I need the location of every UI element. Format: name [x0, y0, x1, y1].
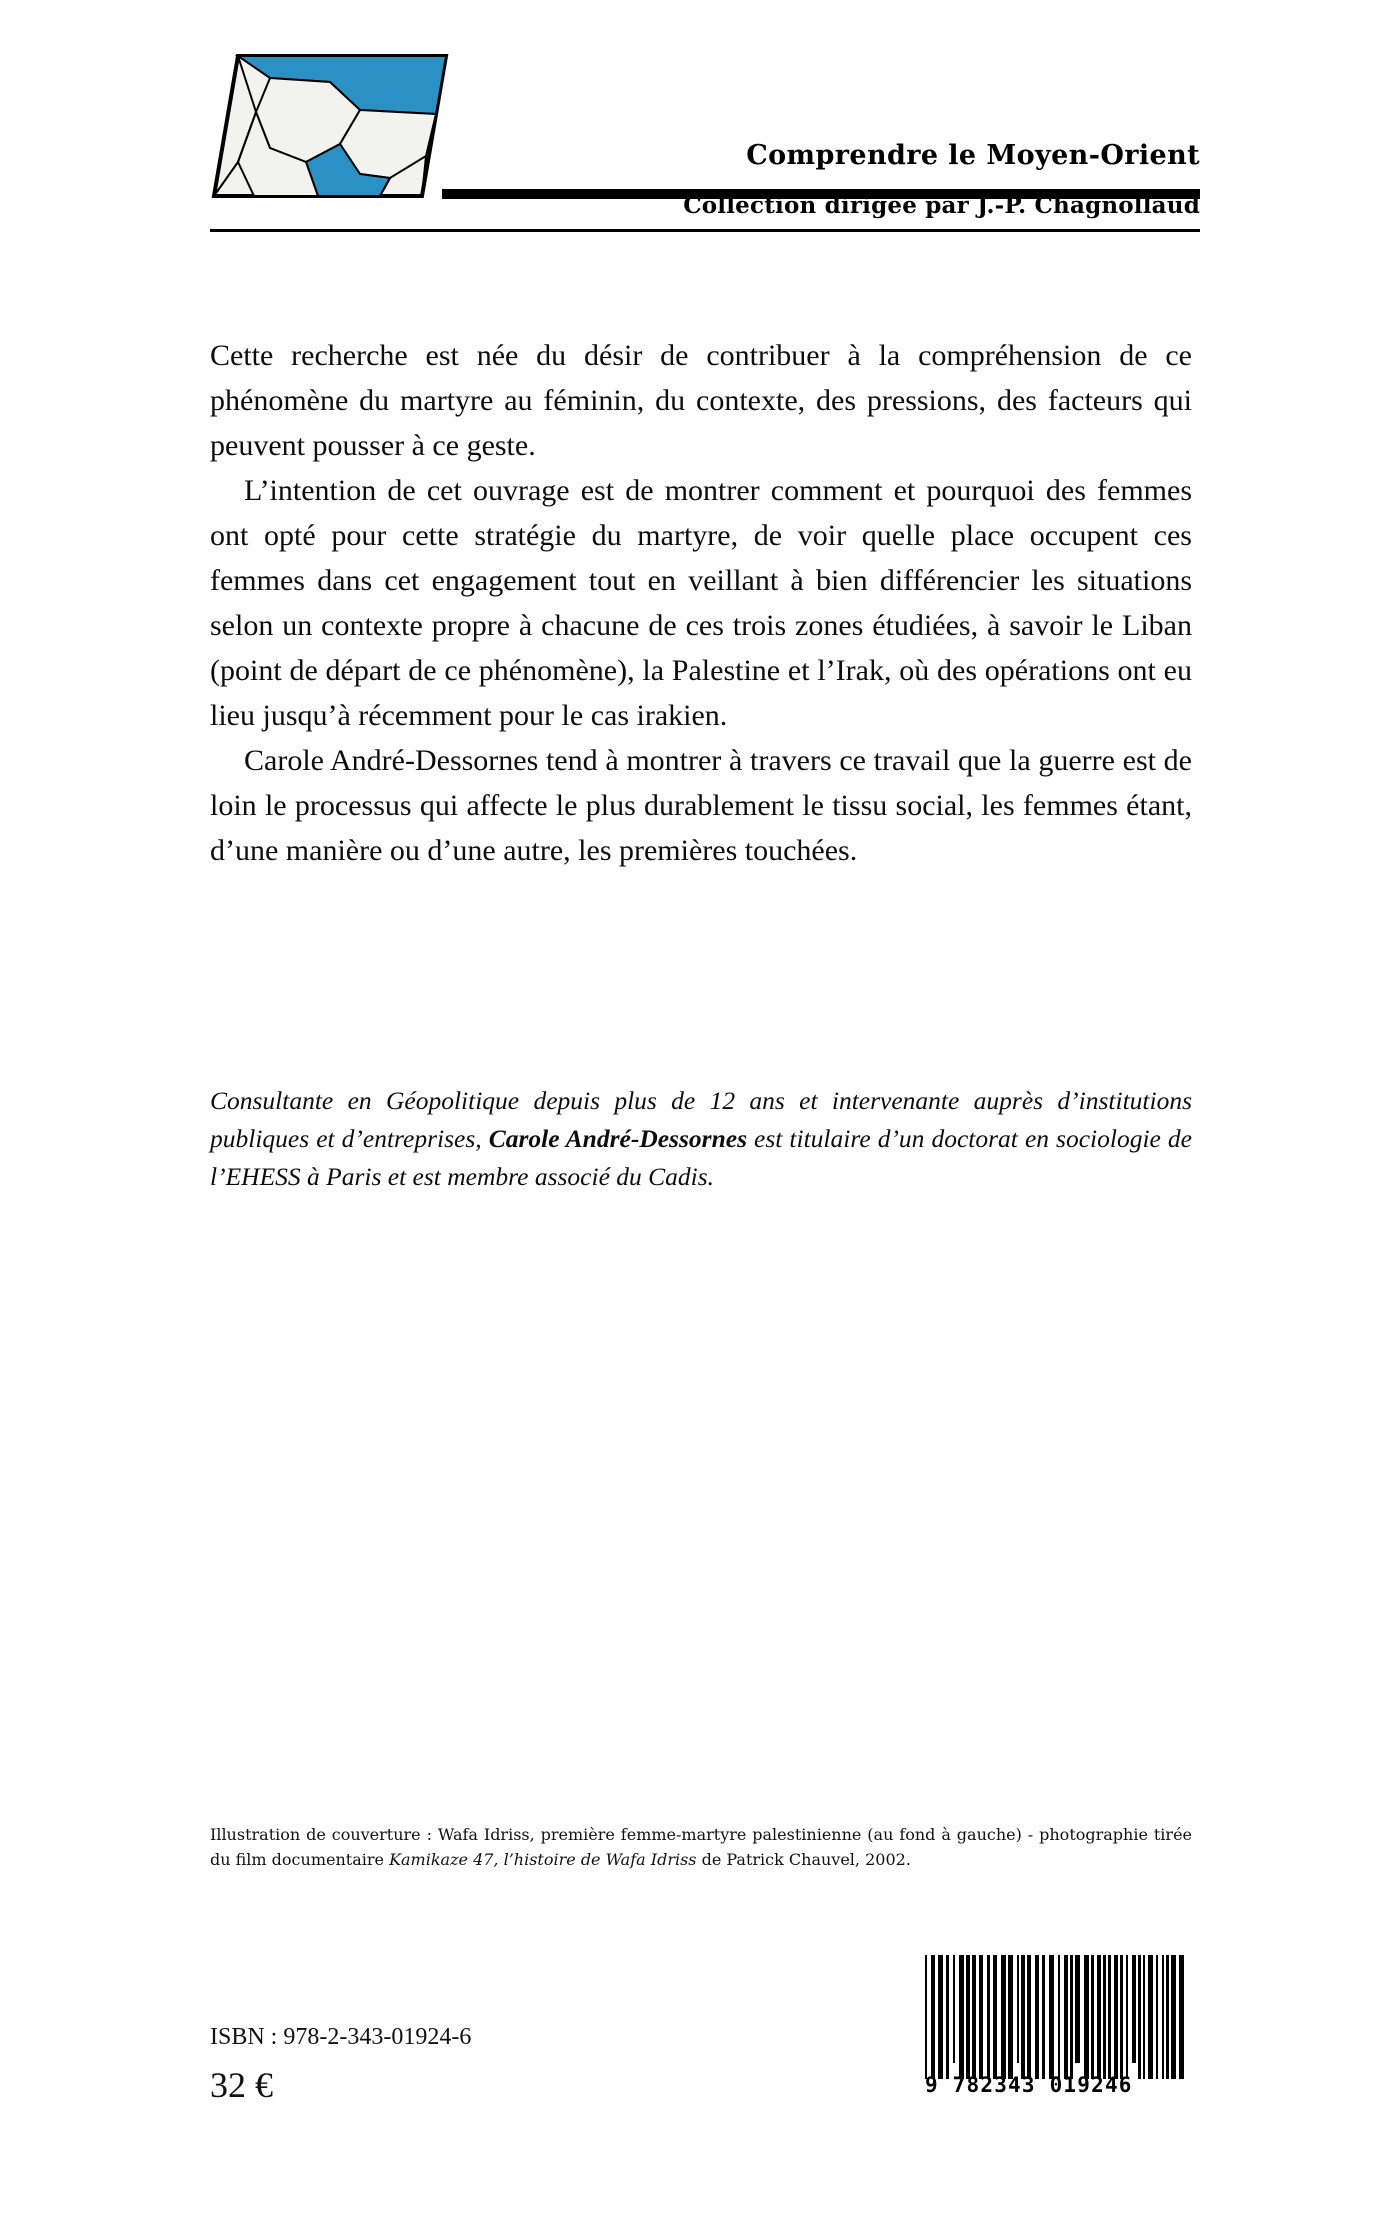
barcode-bars — [925, 1955, 1185, 2079]
credit-film-title: Kamikaze 47, l’histoire de Wafa Idriss — [389, 1850, 697, 1869]
back-cover-blurb — [210, 333, 1192, 873]
barcode-digits: 9 782343 019246 — [925, 2073, 1133, 2097]
isbn-text: ISBN : 978-2-343-01924-6 — [210, 2024, 472, 2050]
author-bio-before-name: Consultante en Géopolitique depuis plus de 12 ans et intervenante auprès d’institutions publiques et d’entreprises, — [210, 1086, 1192, 1153]
middle-east-map-icon — [210, 52, 450, 200]
credit-part-2: de Patrick Chauvel, 2002. — [696, 1850, 911, 1869]
header-rule-thin — [210, 229, 1200, 232]
collection-title: Comprendre le Moyen-Orient — [746, 140, 1200, 171]
author-name: Carole André-Dessornes — [488, 1124, 747, 1153]
cover-illustration-credit — [210, 1822, 1192, 1872]
credit-part-1: Illustration de couverture : Wafa Idriss, première femme-martyre palestinienne (au fond à gauche) - photographie tirée du film documentaire — [210, 1825, 1192, 1869]
blurb-paragraph-2: L’intention de cet ouvrage est de montrer comment et pourquoi des femmes ont opté pour cette stratégie du martyre, de voir quelle place occupent ces femmes dans cet engagement tout en veillant à bien différencier les situations selon un contexte propre à chacune de ces trois zones étudiées, à savoir le Liban (point de départ de ce phénomène), la Palestine et l’Irak, où des opérations ont eu lieu jusqu’à récemment pour le cas irakien. — [210, 474, 1192, 732]
blurb-paragraph-3: Carole André-Dessornes tend à montrer à travers ce travail que la guerre est de loin le processus qui affecte le plus durablement le tissu social, les femmes étant, d’une manière ou d’une autre, les premières touchées. — [210, 744, 1192, 867]
author-bio-after-name: est titulaire d’un doctorat en sociologie de l’EHESS à Paris et est membre associé du Cadis. — [210, 1124, 1192, 1191]
price-text: 32 € — [210, 2065, 273, 2105]
blurb-paragraph-1: Cette recherche est née du désir de contribuer à la compréhension de ce phénomène du martyre au féminin, du contexte, des pressions, des facteurs qui peuvent pousser à ce geste. — [210, 339, 1192, 462]
collection-subtitle: Collection dirigée par J.-P. Chagnollaud — [683, 192, 1200, 219]
collection-header — [210, 52, 1200, 222]
author-biography — [210, 1082, 1192, 1196]
isbn-barcode — [925, 1955, 1185, 2107]
